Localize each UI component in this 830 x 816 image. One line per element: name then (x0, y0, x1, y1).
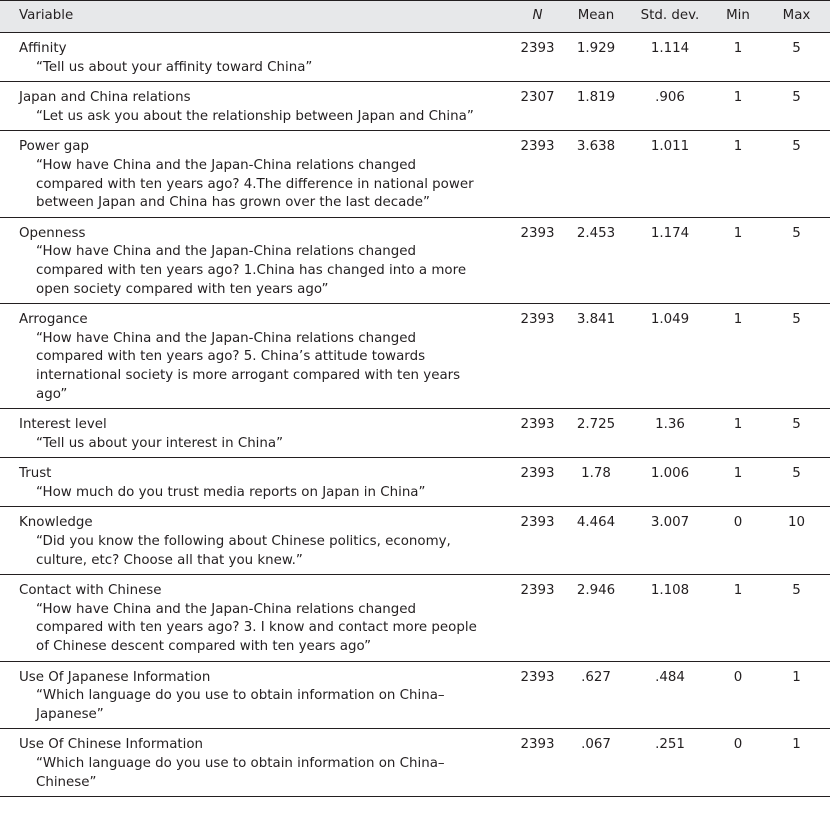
variable-cell (0, 458, 486, 507)
n-cell: 2393 (486, 729, 565, 797)
std-dev-cell: 1.108 (627, 575, 713, 661)
min-cell: 1 (713, 82, 763, 131)
n-cell: 2393 (486, 131, 565, 217)
std-dev-cell: 1.006 (627, 458, 713, 507)
header-variable: Variable (0, 1, 486, 33)
variable-question: “Which language do you use to obtain information on China–Chinese” (36, 756, 445, 790)
n-cell: 2393 (486, 661, 565, 729)
std-dev-cell: 1.049 (627, 304, 713, 409)
header-max: Max (763, 1, 830, 33)
variable-question: “How have China and the Japan-China relations changed compared with ten years ago? 1.China has changed into a more open society compared with ten years ago” (36, 244, 467, 297)
std-dev-cell: 1.114 (627, 33, 713, 82)
table-header (0, 1, 830, 33)
header-std-dev: Std. dev. (627, 1, 713, 33)
table-row (0, 507, 830, 575)
variable-cell (0, 82, 486, 131)
n-cell: 2393 (486, 304, 565, 409)
table-row (0, 575, 830, 661)
n-cell: 2393 (486, 33, 565, 82)
max-cell: 5 (763, 304, 830, 409)
variable-question: “How much do you trust media reports on Japan in China” (36, 484, 426, 500)
variable-question: “How have China and the Japan-China relations changed compared with ten years ago? 5. China’s attitude towards international society is more arrogant compared with ten years ago” (36, 330, 461, 402)
header-min: Min (713, 1, 763, 33)
min-cell: 1 (713, 575, 763, 661)
std-dev-cell: 1.011 (627, 131, 713, 217)
n-cell: 2393 (486, 575, 565, 661)
table-row (0, 661, 830, 729)
min-cell: 1 (713, 458, 763, 507)
std-dev-cell: 1.174 (627, 217, 713, 303)
mean-cell: 3.638 (565, 131, 627, 217)
max-cell: 10 (763, 507, 830, 575)
table-row (0, 729, 830, 797)
variable-cell (0, 575, 486, 661)
variable-cell (0, 33, 486, 82)
variable-question: “Tell us about your affinity toward China” (36, 59, 313, 75)
n-cell: 2393 (486, 458, 565, 507)
n-cell: 2393 (486, 507, 565, 575)
variable-name: Interest level (19, 417, 107, 433)
mean-cell: 1.929 (565, 33, 627, 82)
std-dev-cell: .251 (627, 729, 713, 797)
variable-cell (0, 729, 486, 797)
table-row (0, 131, 830, 217)
variable-name: Openness (19, 225, 86, 241)
max-cell: 5 (763, 33, 830, 82)
header-n: N (486, 1, 565, 33)
n-cell: 2393 (486, 409, 565, 458)
variable-name: Trust (19, 466, 52, 482)
max-cell: 1 (763, 661, 830, 729)
variable-cell (0, 131, 486, 217)
min-cell: 1 (713, 33, 763, 82)
variable-name: Power gap (19, 139, 89, 155)
variable-name: Arrogance (19, 312, 88, 328)
variable-name: Contact with Chinese (19, 583, 162, 599)
max-cell: 5 (763, 409, 830, 458)
variable-question: “Did you know the following about Chinese politics, economy, culture, etc? Choose all that you knew.” (36, 534, 451, 568)
variable-cell (0, 661, 486, 729)
variable-cell (0, 304, 486, 409)
variable-name: Affinity (19, 41, 67, 56)
min-cell: 1 (713, 131, 763, 217)
mean-cell: 2.946 (565, 575, 627, 661)
variable-name: Use Of Chinese Information (19, 737, 204, 753)
max-cell: 5 (763, 82, 830, 131)
max-cell: 1 (763, 729, 830, 797)
mean-cell: .627 (565, 661, 627, 729)
max-cell: 5 (763, 217, 830, 303)
n-cell: 2307 (486, 82, 565, 131)
min-cell: 1 (713, 409, 763, 458)
variable-name: Knowledge (19, 515, 93, 531)
std-dev-cell: 3.007 (627, 507, 713, 575)
variable-question: “How have China and the Japan-China relations changed compared with ten years ago? 4.The difference in national power between Japan and China has grown over the last decade” (36, 157, 474, 211)
table-row (0, 33, 830, 82)
variable-question: “Let us ask you about the relationship between Japan and China” (36, 108, 474, 124)
variable-cell (0, 507, 486, 575)
header-mean: Mean (565, 1, 627, 33)
max-cell: 5 (763, 575, 830, 661)
std-dev-cell: .484 (627, 661, 713, 729)
header-row (0, 1, 830, 33)
max-cell: 5 (763, 458, 830, 507)
mean-cell: 2.725 (565, 409, 627, 458)
table-row (0, 304, 830, 409)
mean-cell: 1.819 (565, 82, 627, 131)
std-dev-cell: .906 (627, 82, 713, 131)
mean-cell: 2.453 (565, 217, 627, 303)
variable-question: “Which language do you use to obtain information on China–Japanese” (36, 688, 445, 722)
n-cell: 2393 (486, 217, 565, 303)
variable-question: “How have China and the Japan-China relations changed compared with ten years ago? 3. I know and contact more people of Chinese descent compared with ten years ago” (36, 601, 477, 655)
variable-name: Use Of Japanese Information (19, 669, 211, 685)
variable-cell (0, 409, 486, 458)
max-cell: 5 (763, 131, 830, 217)
table-row (0, 217, 830, 303)
mean-cell: 1.78 (565, 458, 627, 507)
table-body (0, 33, 830, 797)
mean-cell: 3.841 (565, 304, 627, 409)
min-cell: 1 (713, 217, 763, 303)
variable-cell (0, 217, 486, 303)
table-row (0, 458, 830, 507)
mean-cell: .067 (565, 729, 627, 797)
min-cell: 0 (713, 507, 763, 575)
variable-question: “Tell us about your interest in China” (36, 435, 284, 451)
min-cell: 1 (713, 304, 763, 409)
min-cell: 0 (713, 729, 763, 797)
table-row (0, 409, 830, 458)
std-dev-cell: 1.36 (627, 409, 713, 458)
mean-cell: 4.464 (565, 507, 627, 575)
variable-name: Japan and China relations (19, 90, 191, 106)
min-cell: 0 (713, 661, 763, 729)
table-row (0, 82, 830, 131)
